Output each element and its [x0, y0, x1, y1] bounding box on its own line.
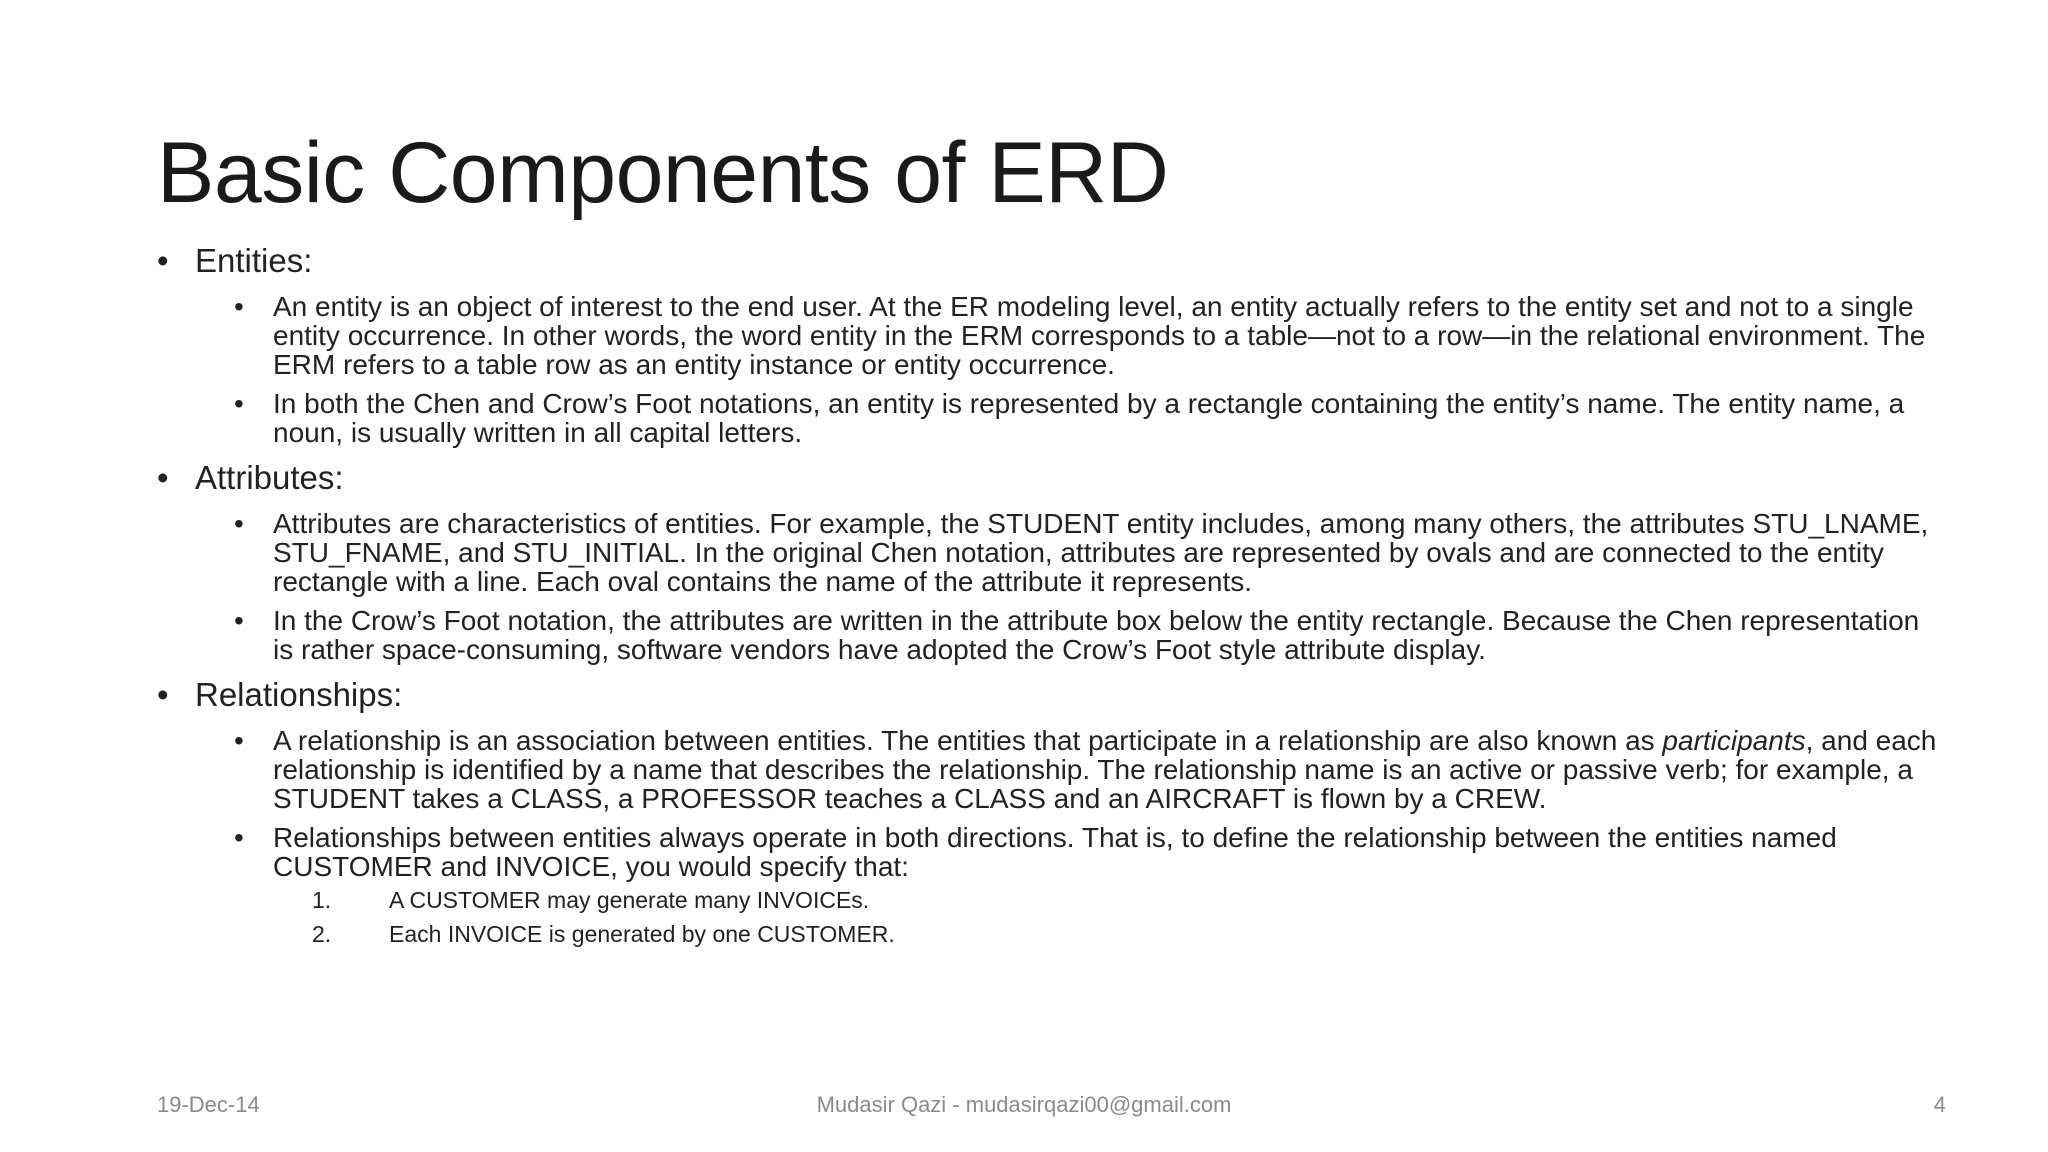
- section-heading: Attributes:: [195, 459, 344, 496]
- item-text: Each INVOICE is generated by one CUSTOMER.: [389, 921, 895, 947]
- bullet: •: [234, 291, 244, 322]
- list-item: [234, 509, 1937, 596]
- bullet: •: [157, 676, 169, 713]
- bullet: •: [234, 605, 244, 636]
- bullet: •: [234, 388, 244, 419]
- section-heading: Relationships:: [195, 676, 403, 713]
- item-number: 2.: [312, 921, 332, 947]
- slide-body: [157, 240, 1937, 949]
- list-item: [234, 389, 1937, 447]
- numbered-item: [312, 885, 1937, 915]
- item-text: In the Crow’s Foot notation, the attributes are written in the attribute box below the entity rectangle. Because the Chen representation is rather space-consuming, software vendors have adopted the Crow’s Foot style attribute display.: [273, 605, 1920, 665]
- item-text: A CUSTOMER may generate many INVOICEs.: [389, 887, 870, 913]
- item-text-suffix: , and each relationship is identified by a name that describes the relationship. The relationship name is an active or passive verb; for example, a STUDENT takes a CLASS, a PROFESSOR teaches a CLASS and an AIRCRAFT is flown by a CREW.: [273, 725, 1937, 814]
- slide-title: Basic Components of ERD: [157, 125, 1169, 221]
- item-text: Attributes are characteristics of entities. For example, the STUDENT entity includes, among many others, the attributes STU_LNAME, STU_FNAME, and STU_INITIAL. In the original Chen notation, attributes are represented by ovals and are connected to the entity rectangle with a line. Each oval contains the name of the attribute it represents.: [273, 508, 1929, 597]
- numbered-item: [312, 919, 1937, 949]
- item-text: An entity is an object of interest to the end user. At the ER modeling level, an entity actually refers to the entity set and not to a single entity occurrence. In other words, the word entity in the ERM corresponds to a table—not to a row—in the relational environment. The ERM refers to a table row as an entity instance or entity occurrence.: [273, 291, 1926, 380]
- bullet: •: [157, 459, 169, 496]
- section-attributes: [157, 457, 1937, 499]
- item-text-italic: participants: [1662, 725, 1806, 756]
- list-item: [234, 606, 1937, 664]
- list-item: [234, 292, 1937, 379]
- section-entities: [157, 240, 1937, 282]
- bullet: •: [234, 822, 244, 853]
- section-heading: Entities:: [195, 242, 313, 279]
- item-number: 1.: [312, 887, 332, 913]
- bullet: •: [157, 242, 169, 279]
- footer-date: 19-Dec-14: [157, 1092, 260, 1117]
- list-item: [234, 726, 1937, 813]
- item-text: Relationships between entities always operate in both directions. That is, to define the relationship between the entities named CUSTOMER and INVOICE, you would specify that:: [273, 822, 1837, 882]
- section-relationships: [157, 674, 1937, 716]
- item-text: [273, 725, 1936, 814]
- bullet: •: [234, 508, 244, 539]
- list-item: [234, 823, 1937, 881]
- item-text-prefix: A relationship is an association between entities. The entities that participate in a relationship are also known as: [273, 725, 1655, 756]
- page-number: 4: [1933, 1092, 1946, 1117]
- item-text: In both the Chen and Crow’s Foot notations, an entity is represented by a rectangle containing the entity’s name. The entity name, a noun, is usually written in all capital letters.: [273, 388, 1905, 448]
- bullet: •: [234, 725, 244, 756]
- footer-author: Mudasir Qazi - mudasirqazi00@gmail.com: [816, 1092, 1232, 1117]
